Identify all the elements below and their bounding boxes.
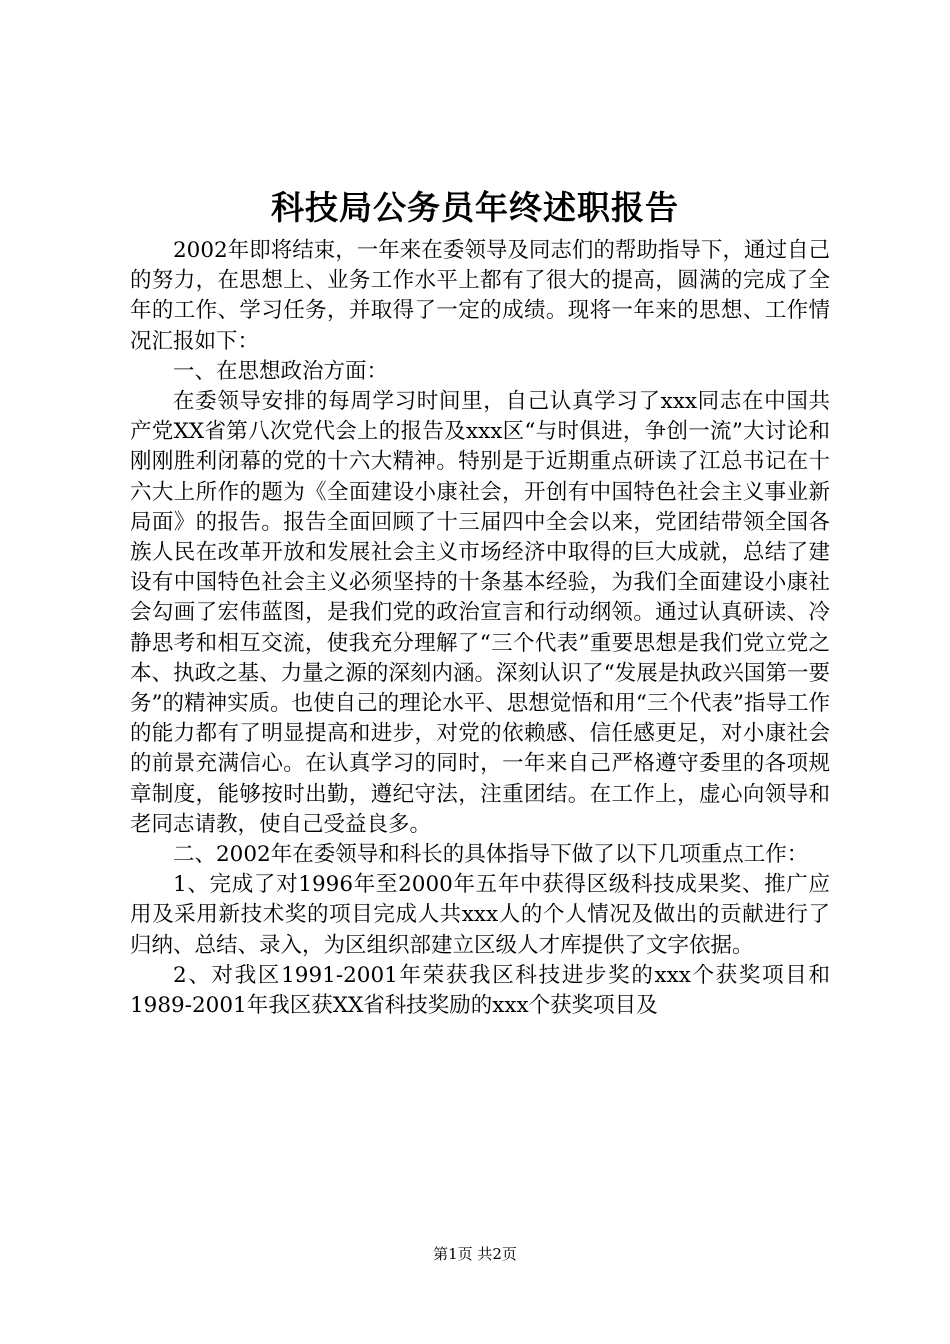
document-body [130, 236, 830, 1021]
ideology-paragraph: 在委领导安排的每周学习时间里，自己认真学习了xxx同志在中国共产党XX省第八次党代会上的报告及xxx区“与时俱进，争创一流”大讨论和刚刚胜利闭幕的党的十六大精神。特别是于近期重点研读了江总书记在十六大上所作的题为《全面建设小康社会，开创有中国特色社会主义事业新局面》的报告。报告全面回顾了十三届四中全会以来，党团结带领全国各族人民在改革开放和发展社会主义市场经济中取得的巨大成就，总结了建设有中国特色社会主义必须坚持的十条基本经验，为我们全面建设小康社会勾画了宏伟蓝图，是我们党的政治宣言和行动纲领。通过认真研读、冷静思考和相互交流，使我充分理解了“三个代表”重要思想是我们党立党之本、执政之基、力量之源的深刻内涵。深刻认识了“发展是执政兴国第一要务”的精神实质。也使自己的理论水平、思想觉悟和用“三个代表”指导工作的能力都有了明显提高和进步，对党的依赖感、信任感更足，对小康社会的前景充满信心。在认真学习的同时，一年来自己严格遵守委里的各项规章制度，能够按时出勤，遵纪守法，注重团结。在工作上，虚心向领导和老同志请教，使自己受益良多。 [130, 389, 830, 837]
page-number-footer: 第1页 共2页 [433, 1245, 517, 1263]
work-item-2: 2、对我区1991-2001年荣获我区科技进步奖的xxx个获奖项目和1989-2001年我区获XX省科技奖励的xxx个获奖项目及 [130, 962, 830, 1019]
document-title: 科技局公务员年终述职报告 [271, 188, 679, 227]
section-heading-work: 二、2002年在委领导和科长的具体指导下做了以下几项重点工作： [173, 842, 809, 868]
intro-paragraph: 2002年即将结束，一年来在委领导及同志们的帮助指导下，通过自己的努力，在思想上、业务工作水平上都有了很大的提高，圆满的完成了全年的工作、学习任务，并取得了一定的成绩。现将一年来的思想、工作情况汇报如下： [130, 238, 830, 354]
work-item-1: 1、完成了对1996年至2000年五年中获得区级科技成果奖、推广应用及采用新技术奖的项目完成人共xxx人的个人情况及做出的贡献进行了归纳、总结、录入，为区组织部建立区级人才库提供了文字依据。 [130, 872, 830, 958]
section-heading-ideology: 一、在思想政治方面： [173, 358, 389, 384]
